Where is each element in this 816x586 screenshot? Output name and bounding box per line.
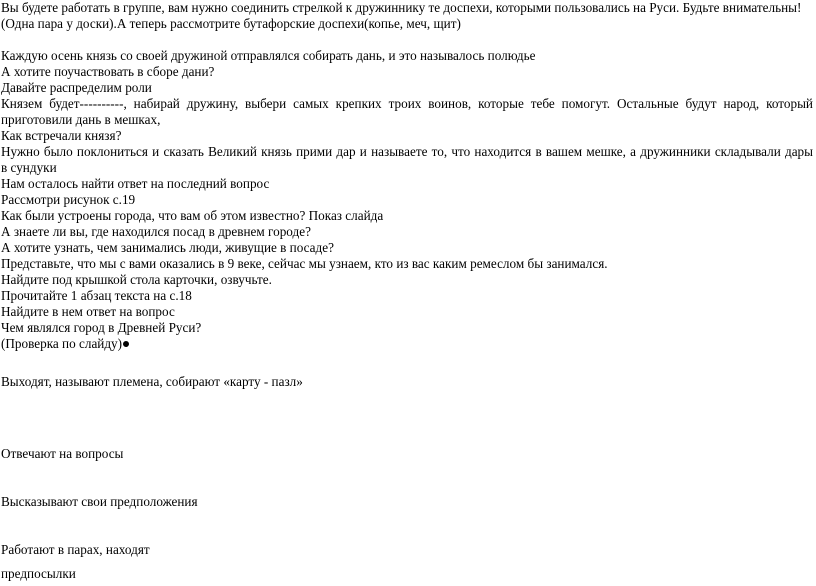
text-line: в сундуки xyxy=(1,160,57,175)
text-line: Чем являлся город в Древней Руси? xyxy=(1,320,202,335)
text-line: приготовили дань в мешках, xyxy=(1,112,161,127)
answer-line: Выходят, называют племена, собирают «карту - пазл» xyxy=(1,374,303,389)
text-line: Как встречали князя? xyxy=(1,128,122,143)
text-line: Князем будет----------, набирай дружину, выбери самых крепких троих воинов, которые тебе помогут. Остальные будут народ, который xyxy=(1,96,813,111)
answer-line: предпосылки xyxy=(1,566,76,581)
text-line: Найдите под крышкой стола карточки, озвучьте. xyxy=(1,272,272,287)
text-line: Рассмотри рисунок с.19 xyxy=(1,192,136,207)
text-line: (Одна пара у доски).А теперь рассмотрите бутафорские доспехи(копье, меч, щит) xyxy=(1,16,461,31)
text-line: Нужно было поклониться и сказать Великий князь прими дар и называете то, что находится в вашем мешке, а дружинники складывали дары xyxy=(1,144,813,159)
text-line: Нам осталось найти ответ на последний вопрос xyxy=(1,176,270,191)
text-line: Давайте распределим роли xyxy=(1,80,152,95)
text-line: А знаете ли вы, где находился посад в древнем городе? xyxy=(1,224,311,239)
text-line-with-bullet xyxy=(1,336,129,352)
text-line: Прочитайте 1 абзац текста на с.18 xyxy=(1,288,192,303)
text-line: Каждую осень князь со своей дружиной отправлялся собирать дань, и это называлось полюдье xyxy=(1,48,536,63)
text-line: (Проверка по слайду) xyxy=(1,336,123,351)
answer-line: Отвечают на вопросы xyxy=(1,446,124,461)
bullet-icon xyxy=(123,341,129,347)
answer-line: Высказывают свои предположения xyxy=(1,494,198,509)
text-line: А хотите узнать, чем занимались люди, живущие в посаде? xyxy=(1,240,334,255)
text-line: А хотите поучаствовать в сборе дани? xyxy=(1,64,215,79)
text-line: Представьте, что мы с вами оказались в 9 веке, сейчас мы узнаем, кто из вас каким ремеслом бы занимался. xyxy=(1,256,608,271)
text-line: Найдите в нем ответ на вопрос xyxy=(1,304,175,319)
text-line: Вы будете работать в группе, вам нужно соединить стрелкой к дружиннику те доспехи, которыми пользовались на Руси. Будьте внимательны! xyxy=(1,0,802,15)
text-line: Как были устроены города, что вам об этом известно? Показ слайда xyxy=(1,208,384,223)
answer-line: Работают в парах, находят xyxy=(1,542,150,557)
